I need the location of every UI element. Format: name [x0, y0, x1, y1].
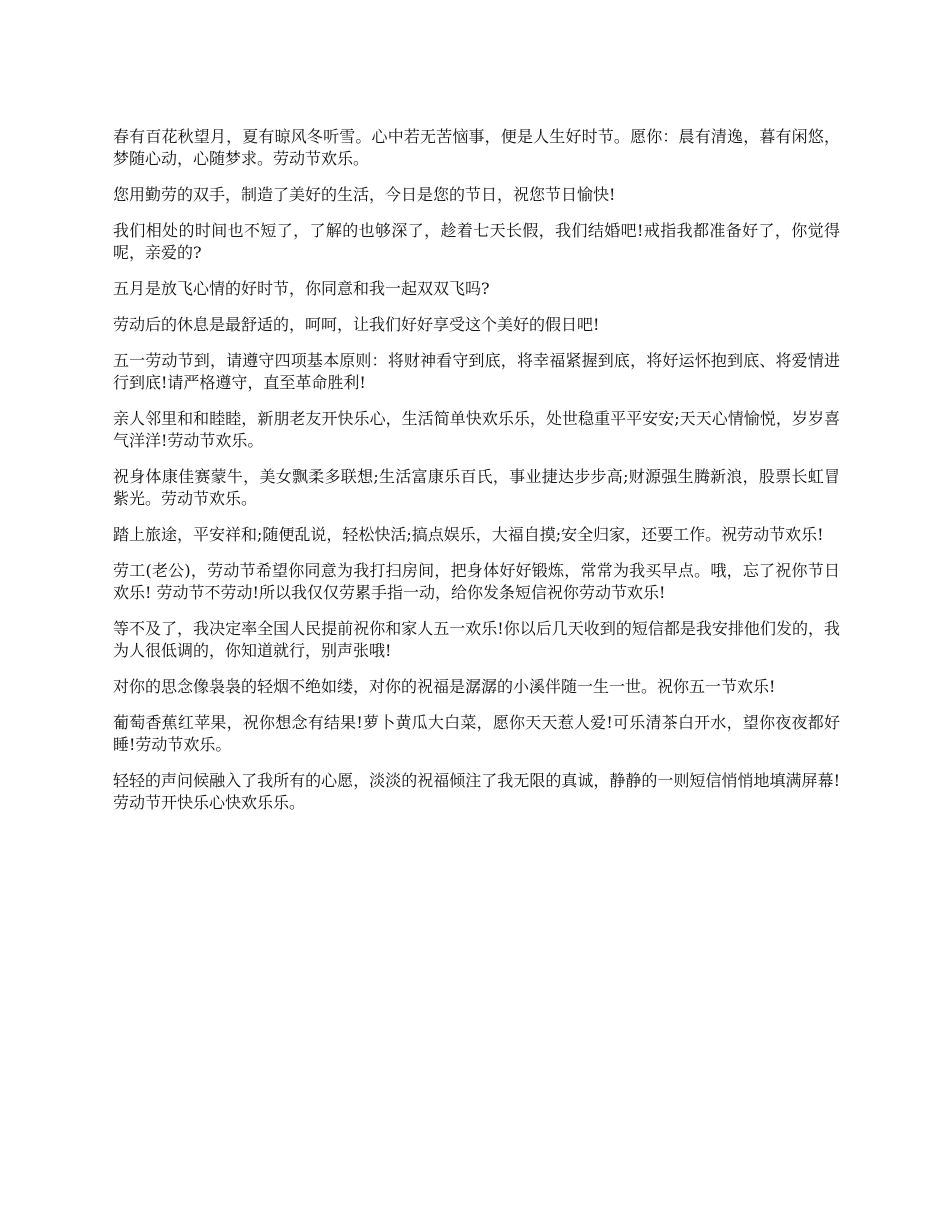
paragraph: 五月是放飞心情的好时节，你同意和我一起双双飞吗? — [113, 279, 490, 298]
paragraph: 葡萄香蕉红苹果，祝你想念有结果!萝卜黄瓜大白菜，愿你天天惹人爱!可乐清茶白开水，望你夜夜都好睡!劳动节欢乐。 — [113, 713, 840, 754]
paragraph: 亲人邻里和和睦睦，新朋老友开快乐心，生活简单快欢乐乐，处世稳重平平安安;天天心情愉悦，岁岁喜气洋洋!劳动节欢乐。 — [113, 409, 840, 450]
paragraph: 踏上旅途，平安祥和;随便乱说，轻松快活;搞点娱乐，大福自摸;安全归家，还要工作。祝劳动节欢乐! — [113, 525, 824, 544]
paragraph: 五一劳动节到，请遵守四项基本原则：将财神看守到底，将幸福紧握到底，将好运怀抱到底、将爱情进行到底!请严格遵守，直至革命胜利! — [113, 351, 840, 392]
paragraph: 祝身体康佳赛蒙牛，美女飘柔多联想;生活富康乐百氏，事业捷达步步高;财源强生腾新浪，股票长虹冒紫光。劳动节欢乐。 — [113, 467, 840, 508]
paragraph: 劳工(老公)，劳动节希望你同意为我打扫房间，把身体好好锻炼，常常为我买早点。哦，忘了祝你节日欢乐! 劳动节不劳动!所以我仅仅劳累手指一动，给你发条短信祝你劳动节欢乐! — [113, 561, 840, 602]
paragraph: 您用勤劳的双手，制造了美好的生活，今日是您的节日，祝您节日愉快! — [113, 185, 616, 204]
paragraph: 等不及了，我决定率全国人民提前祝你和家人五一欢乐!你以后几天收到的短信都是我安排他们发的，我为人很低调的，你知道就行，别声张哦! — [113, 619, 840, 660]
paragraph: 对你的思念像袅袅的轻烟不绝如缕，对你的祝福是潺潺的小溪伴随一生一世。祝你五一节欢乐! — [113, 677, 776, 696]
paragraph: 春有百花秋望月，夏有晾风冬听雪。心中若无苦恼事，便是人生好时节。愿你：晨有清逸，暮有闲悠，梦随心动，心随梦求。劳动节欢乐。 — [113, 127, 840, 168]
paragraph: 劳动后的休息是最舒适的，呵呵，让我们好好享受这个美好的假日吧! — [113, 315, 600, 334]
document-body — [113, 126, 840, 828]
paragraph: 轻轻的声问候融入了我所有的心愿，淡淡的祝福倾注了我无限的真诚，静静的一则短信悄悄地填满屏幕!劳动节开快乐心快欢乐乐。 — [113, 771, 840, 812]
paragraph: 我们相处的时间也不短了，了解的也够深了，趁着七天长假，我们结婚吧!戒指我都准备好了，你觉得呢，亲爱的? — [113, 221, 840, 262]
